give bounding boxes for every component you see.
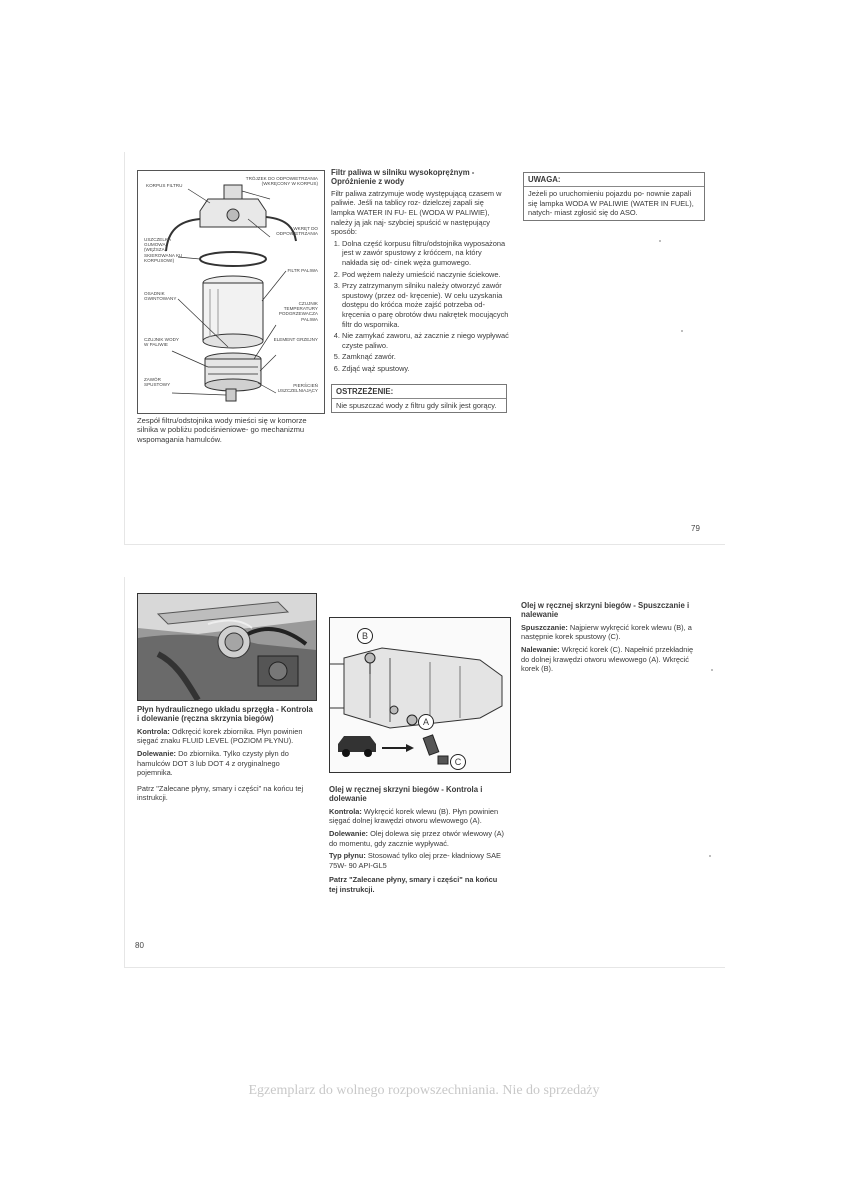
drain-fill-label: Nalewanie: — [521, 645, 560, 654]
gearbox-type — [329, 851, 507, 870]
drain-intro: Filtr paliwa zatrzymuje wodę występującą czasem w paliwie. Jeśli na tablicy roz- dzielczej zapali się lampka WATER IN FU- EL (WODA W PALIWIE), należy ją jak naj- szybciej spuścić w następujący sposób: — [331, 188, 502, 237]
warning-title: OSTRZEŻENIE: — [332, 387, 506, 399]
label-uszczelka: USZCZELKA GUMOWA (WĘŻSZA, SKIEROWANA KU KORPUSOWI) — [144, 237, 183, 263]
gearbox-diagram — [329, 617, 511, 773]
label-osadnik: OSADNIK GWINTOWANY — [144, 291, 177, 302]
drain-fill-text: Wkręcić korek (C). Napełnić przekładnię do dolnej krawędzi otworu wlewowego (A). Wkręcić korek (B). — [521, 645, 694, 674]
speck — [659, 240, 661, 242]
drain-steps — [331, 239, 509, 374]
clutch-fill-label: Dolewanie: — [137, 749, 177, 758]
label-czujnik-temp: CZUJNIK TEMPERATURY PODGRZEWACZA PALIWA — [278, 301, 318, 322]
note-title: UWAGA: — [524, 175, 704, 187]
page-number-79: 79 — [691, 524, 700, 533]
gearbox-fill-label: Dolewanie: — [329, 829, 369, 838]
warning-text: Nie spuszczać wody z filtru gdy silnik jest gorący. — [336, 400, 497, 410]
drain-step: 1. Dolna część korpusu filtru/odstojnika wyposażona jest w zawór spustowy z króćcem, na który nakłada się od- cinek węża gumowego. — [342, 239, 509, 268]
clutch-ref: Patrz "Zalecane płyny, smary i części" na końcu tej instrukcji. — [137, 783, 304, 803]
label-filtr-paliwa: FILTR PALIWA — [287, 268, 318, 273]
warning-box — [331, 384, 507, 414]
label-element-grzejny: ELEMENT GRZEJNY — [273, 337, 318, 342]
gearbox-type-text: Stosować tylko olej prze- kładniowy SAE 75W- 90 API-GL5 — [329, 851, 501, 870]
speck — [711, 669, 713, 671]
callout-a: A — [418, 714, 434, 730]
drain-drain-text: Najpierw wykręcić korek wlewu (B), a następnie korek spustowy (C). — [521, 622, 692, 642]
callout-b: B — [357, 628, 373, 644]
drain-title: Olej w ręcznej skrzyni biegów - Spuszczanie i nalewanie — [521, 601, 690, 620]
diagram-caption: Zespół filtru/odstojnika wody mieści się w komorze silnika w pobliżu podciśnieniowe- go mechanizmu wspomagania hamulców. — [137, 416, 307, 444]
note-text: Jeżeli po uruchomieniu pojazdu po- nownie zapali się lampka WODA W PALIWIE (WATER IN FUEL), natych- miast zgłosić się do ASO. — [528, 189, 694, 218]
gearbox-type-label: Typ płynu: — [329, 851, 366, 861]
drain-step: 3. Przy zatrzymanym silniku należy otworzyć zawór spustowy (przez od- kręcenie). W celu uzyskania dostępu do króćca może zajść potrzeba od- kręcenia o parę obrotów dwu nakrętek mocujących filtr do wspornika. — [342, 281, 509, 329]
gearbox-ref: Patrz "Zalecane płyny, smary i części" na końcu tej instrukcji. — [329, 875, 498, 894]
label-korpus-filtru: KORPUS FILTRU — [146, 183, 183, 188]
manual-page-79 — [124, 152, 725, 545]
note-box — [523, 172, 705, 221]
drain-step: 4. Nie zamykać zaworu, aż zacznie z niego wypływać czyste paliwo. — [342, 331, 509, 350]
drain-step: 2. Pod wężem należy umieścić naczynie ściekowe. — [342, 270, 509, 280]
drain-drain-label: Spuszczanie: — [521, 622, 568, 632]
speck — [681, 330, 683, 332]
engine-bay-drawing — [138, 594, 316, 700]
page-number-80: 80 — [135, 941, 144, 950]
clutch-fill — [137, 749, 317, 778]
clutch-check-label: Kontrola: — [137, 726, 170, 736]
watermark-text: Egzemplarz do wolnego rozpowszechniania. Nie do sprzedaży — [248, 1083, 600, 1098]
callout-c: C — [450, 754, 466, 770]
label-zawor: ZAWÓR SPUSTOWY — [144, 377, 171, 388]
gearbox-fill-text: Olej dolewa się przez otwór wlewowy (A) do momentu, gdy zacznie wypływać. — [329, 829, 504, 848]
gearbox-check — [329, 807, 507, 826]
label-trojnik: TRÓJZEK DO ODPOWIETRZANIA (WKRĘCONY W KORPUS) — [245, 176, 318, 187]
column-gearbox-check — [329, 785, 507, 895]
speck — [709, 855, 711, 857]
column-gearbox-drain — [521, 601, 699, 674]
clutch-check-text: Odkręcić korek zbiornika. Płyn powinien sięgać znaku FLUID LEVEL (POZIOM PŁYNU). — [137, 726, 303, 746]
label-pierscien: PIERŚCIEŃ USZCZELNIAJĄCY — [277, 383, 318, 394]
fuel-filter-diagram — [137, 170, 325, 414]
drain-drain — [521, 623, 699, 642]
label-czujnik-wody: CZUJNIK WODY W PALIWIE — [144, 337, 179, 348]
column-drain-water — [331, 168, 509, 413]
gearbox-check-label: Kontrola: — [329, 806, 362, 816]
drain-step: 6. Zdjąć wąż spustowy. — [342, 364, 509, 374]
clutch-title: Płyn hydraulicznego układu sprzęgła - Kontrola i dolewanie (ręczna skrzynia biegów) — [137, 705, 313, 724]
gearbox-title: Olej w ręcznej skrzyni biegów - Kontrola i dolewanie — [329, 785, 483, 804]
column-clutch-fluid — [137, 705, 317, 803]
clutch-fill-text: Do zbiornika. Tylko czysty płyn do hamulców DOT 3 lub DOT 4 z oryginalnego pojemnika. — [137, 749, 289, 778]
label-wkret: WKRĘT DO ODPOWIETRZANIA — [276, 226, 318, 237]
drain-step: 5. Zamknąć zawór. — [342, 352, 509, 362]
manual-page-80 — [124, 577, 725, 968]
gearbox-check-text: Wykręcić korek wlewu (B). Płyn powinien sięgać dolnej krawędzi otworu wlewowego (A). — [329, 806, 499, 826]
clutch-reservoir-photo — [137, 593, 317, 701]
gearbox-fill — [329, 829, 507, 848]
gearbox-drawing — [330, 618, 510, 772]
section-title-drain-water: Filtr paliwa w silniku wysokoprężnym - Opróżnienie z wody — [331, 168, 475, 187]
clutch-check — [137, 727, 317, 746]
drain-fill — [521, 645, 699, 674]
